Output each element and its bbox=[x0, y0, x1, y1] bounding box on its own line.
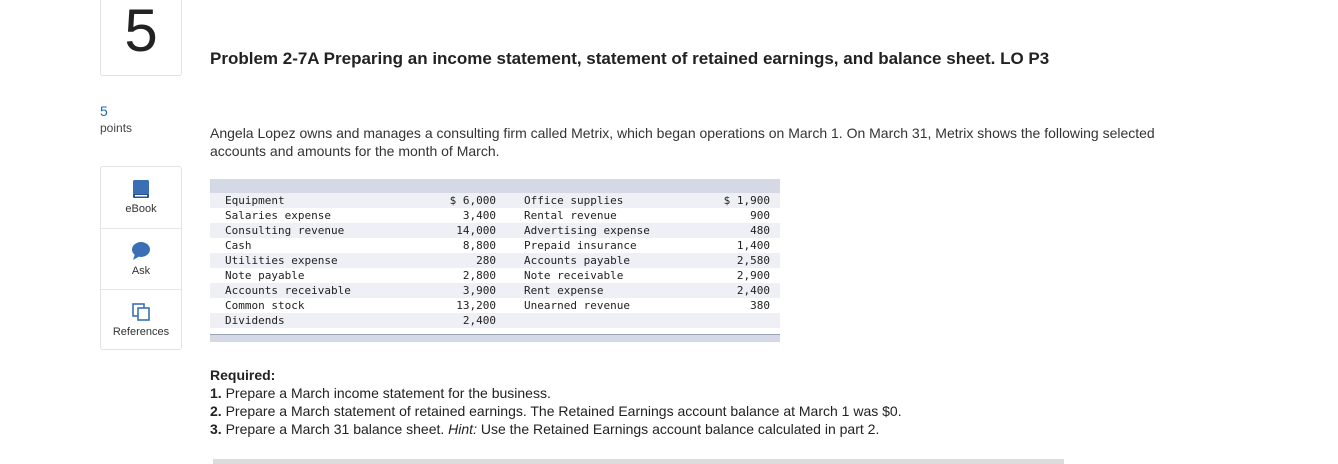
chat-bubble-icon bbox=[131, 241, 151, 261]
account-amount: 3,400 bbox=[462, 209, 496, 222]
table-row bbox=[210, 268, 780, 283]
account-name: Equipment bbox=[225, 194, 285, 207]
references-label: References bbox=[112, 326, 170, 338]
question-number: 5 bbox=[124, 0, 158, 64]
ask-label: Ask bbox=[131, 265, 151, 277]
copy-pages-icon bbox=[131, 302, 151, 322]
table-row bbox=[210, 193, 780, 208]
required-item-text: Prepare a March statement of retained earnings. The Retained Earnings account balance at March 1 was $0. bbox=[225, 403, 902, 419]
table-row bbox=[210, 298, 780, 313]
account-name: Accounts payable bbox=[524, 254, 630, 267]
required-item-number: 3. bbox=[210, 421, 222, 437]
account-name: Utilities expense bbox=[225, 254, 338, 267]
account-amount: 480 bbox=[750, 224, 770, 237]
account-amount: 380 bbox=[750, 299, 770, 312]
points-value: 5 bbox=[100, 103, 108, 119]
account-amount: 2,900 bbox=[736, 269, 770, 282]
ebook-button[interactable] bbox=[101, 167, 181, 227]
question-number-box bbox=[100, 0, 182, 76]
required-item-number: 2. bbox=[210, 403, 222, 419]
account-amount: $ 6,000 bbox=[449, 194, 496, 207]
table-row bbox=[210, 313, 780, 328]
account-name: Prepaid insurance bbox=[524, 239, 637, 252]
account-name: Dividends bbox=[225, 314, 285, 327]
account-amount: 2,580 bbox=[736, 254, 770, 267]
account-amount: 2,400 bbox=[462, 314, 496, 327]
table-row bbox=[210, 253, 780, 268]
book-icon bbox=[131, 179, 151, 199]
account-amount: 8,800 bbox=[462, 239, 496, 252]
account-name: Note receivable bbox=[524, 269, 624, 282]
account-name: Accounts receivable bbox=[225, 284, 351, 297]
ebook-label: eBook bbox=[125, 203, 157, 215]
required-item-text: Prepare a March income statement for the business. bbox=[225, 385, 551, 401]
account-name: Note payable bbox=[225, 269, 305, 282]
table-bottom-band bbox=[210, 334, 780, 342]
account-name: Office supplies bbox=[524, 194, 624, 207]
required-heading: Required: bbox=[210, 367, 276, 383]
account-amount: 14,000 bbox=[456, 224, 496, 237]
accounts-table bbox=[210, 179, 780, 342]
hint-label: Hint: bbox=[448, 421, 477, 437]
account-name: Unearned revenue bbox=[524, 299, 630, 312]
table-row bbox=[210, 238, 780, 253]
account-amount: 1,400 bbox=[736, 239, 770, 252]
required-item-2 bbox=[210, 402, 1170, 420]
account-amount: 280 bbox=[476, 254, 496, 267]
tools-panel bbox=[100, 166, 182, 350]
account-name: Salaries expense bbox=[225, 209, 331, 222]
account-name: Common stock bbox=[225, 299, 305, 312]
account-name: Cash bbox=[225, 239, 252, 252]
table-row bbox=[210, 223, 780, 238]
bottom-divider bbox=[213, 459, 1064, 464]
account-amount: 13,200 bbox=[456, 299, 496, 312]
required-item-3 bbox=[210, 420, 1170, 438]
table-top-band bbox=[210, 179, 780, 193]
problem-intro: Angela Lopez owns and manages a consulting firm called Metrix, which began operations on March 1. On March 31, Metrix shows the following selected accounts and amounts for the month of March. bbox=[210, 125, 1155, 159]
required-item-1 bbox=[210, 384, 1170, 402]
required-section bbox=[210, 366, 1170, 438]
account-amount: $ 1,900 bbox=[723, 194, 770, 207]
table-row bbox=[210, 208, 780, 223]
problem-title: Problem 2-7A Preparing an income statement, statement of retained earnings, and balance sheet. LO P3 bbox=[210, 49, 1050, 68]
required-item-number: 1. bbox=[210, 385, 222, 401]
required-item-text: Prepare a March 31 balance sheet. bbox=[225, 421, 445, 437]
hint-text: Use the Retained Earnings account balance calculated in part 2. bbox=[480, 421, 880, 437]
points-label: points bbox=[100, 121, 133, 135]
account-name: Rental revenue bbox=[524, 209, 617, 222]
table-row bbox=[210, 283, 780, 298]
account-amount: 2,800 bbox=[462, 269, 496, 282]
account-amount: 3,900 bbox=[462, 284, 496, 297]
account-name: Rent expense bbox=[524, 284, 604, 297]
ask-button[interactable] bbox=[101, 228, 181, 289]
account-amount: 2,400 bbox=[736, 284, 770, 297]
account-name: Consulting revenue bbox=[225, 224, 345, 237]
account-name: Advertising expense bbox=[524, 224, 650, 237]
account-amount: 900 bbox=[750, 209, 770, 222]
references-button[interactable] bbox=[101, 289, 181, 350]
